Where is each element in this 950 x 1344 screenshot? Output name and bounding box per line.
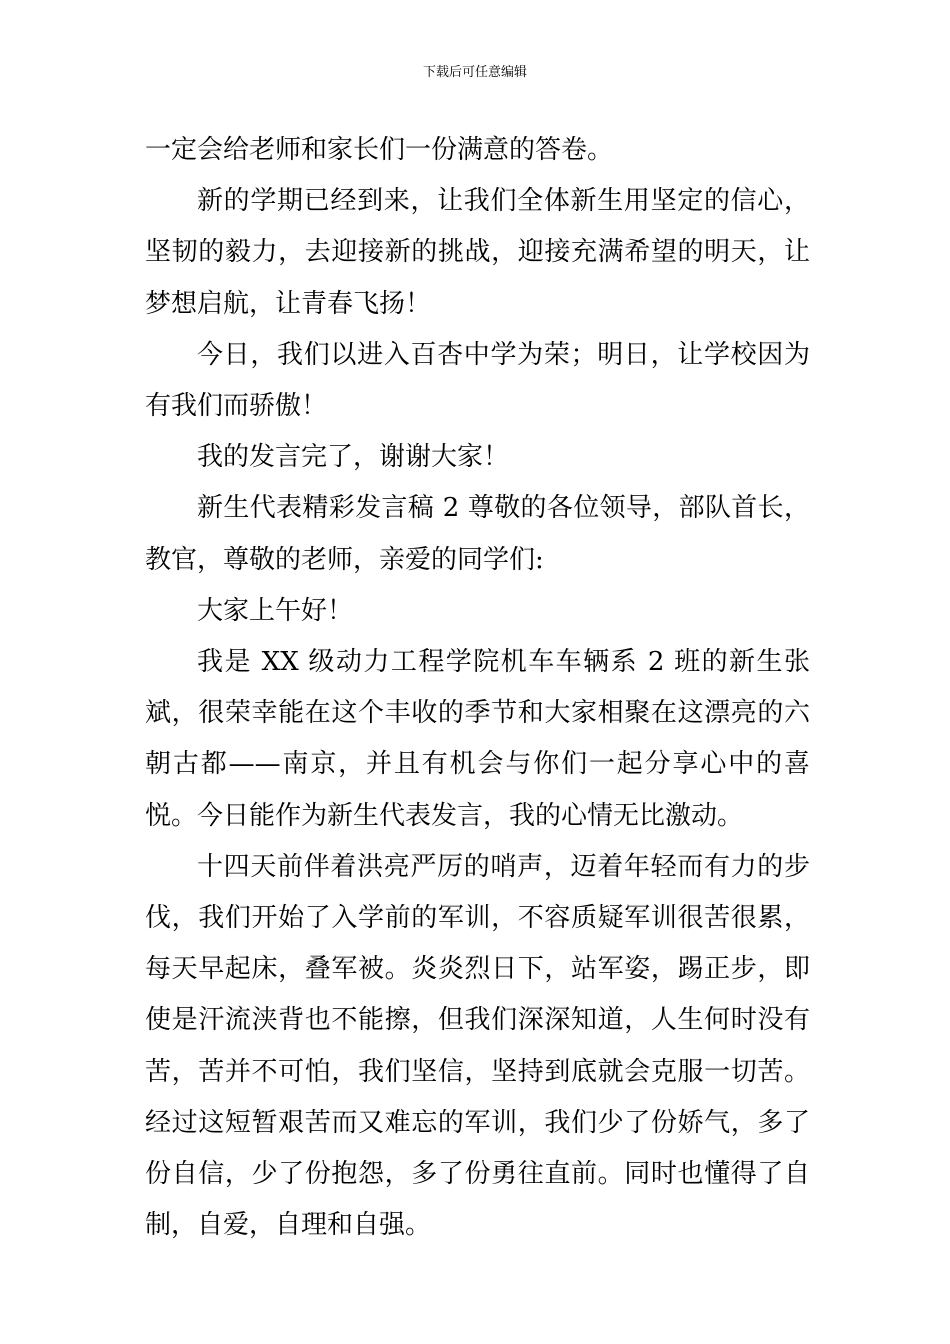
page-header: 下载后可任意编辑 [422, 65, 527, 80]
paragraph: 十四天前伴着洪亮严厉的哨声，迈着年轻而有力的步伐，我们开始了入学前的军训，不容质疑军训很苦很累，每天早起床，叠军被。炎炎烈日下，站军姿，踢正步，即使是汗流浃背也不能擦，但我们深深知道，人生何时没有苦，苦并不可怕，我们坚信，坚持到底就会克服一切苦。经过这短暂艰苦而又难忘的军训，我们少了份娇气，多了份自信，少了份抱怨，多了份勇往直前。同时也懂得了自制，自爱，自理和自强。 [145, 851, 810, 1241]
paragraph: 我是 XX 级动力工程学院机车车辆系 2 班的新生张斌，很荣幸能在这个丰收的季节和大家相聚在这漂亮的六朝古都——南京，并且有机会与你们一起分享心中的喜悦。今日能作为新生代表发言，我的心情无比激动。 [145, 647, 810, 831]
paragraph: 大家上午好！ [197, 595, 354, 626]
paragraph: 一定会给老师和家长们一份满意的答卷。 [145, 135, 614, 165]
paragraph: 新生代表精彩发言稿 2 尊敬的各位领导，部队首长，教官，尊敬的老师，亲爱的同学们: [145, 493, 810, 575]
paragraph: 我的发言完了，谢谢大家！ [197, 442, 510, 473]
paragraph: 新的学期已经到来，让我们全体新生用坚定的信心，坚韧的毅力，去迎接新的挑战，迎接充满希望的明天，让梦想启航，让青春飞扬！ [145, 186, 810, 319]
paragraph: 今日，我们以进入百杏中学为荣；明日，让学校因为有我们而骄傲！ [145, 339, 810, 422]
document-body [145, 125, 810, 1251]
